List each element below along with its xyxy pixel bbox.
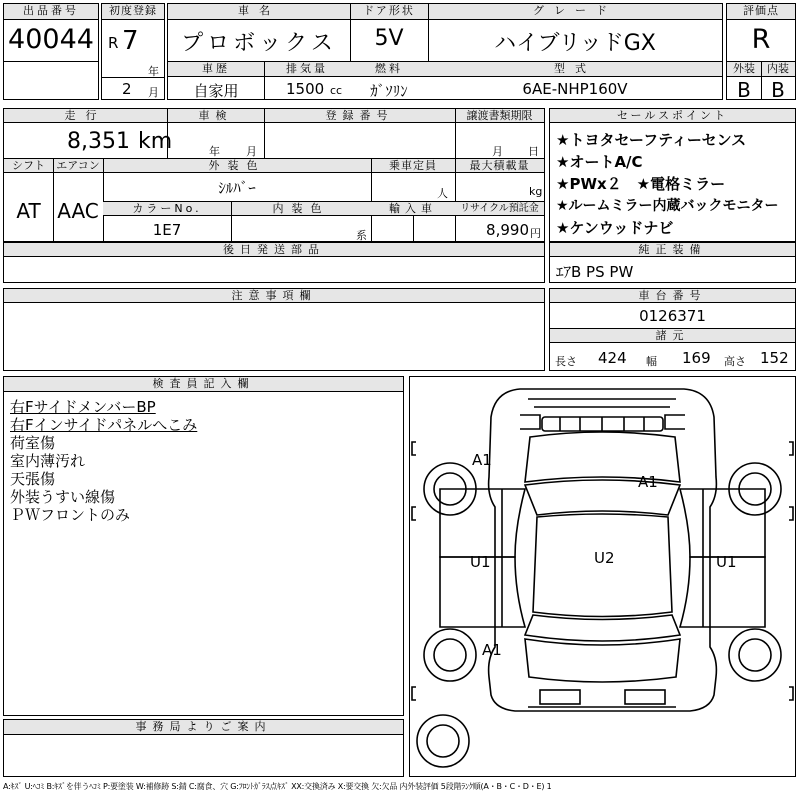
inspector-line: 外装うすい線傷 — [10, 488, 116, 506]
car-name-label: 車名 — [168, 4, 350, 20]
score-box — [726, 3, 796, 100]
fuel-label: 燃料 — [350, 62, 428, 77]
standard-equipment: ｴｱB PS PW — [556, 263, 634, 281]
fuel: ｶﾞｿﾘﾝ — [370, 82, 408, 100]
office-title: 事務局よりご案内 — [4, 720, 403, 735]
transfer-month-unit: 月 — [492, 145, 503, 158]
chassis-title: 車台番号 — [550, 289, 795, 303]
mark-right-side: U1 — [716, 553, 737, 571]
later-parts-title: 後日発送部品 — [4, 243, 544, 257]
year-number: 7 — [122, 26, 139, 56]
month-unit: 月 — [148, 86, 159, 99]
sales-points-box — [549, 108, 796, 242]
inspector-line: 荷室傷 — [10, 434, 56, 452]
capacity-label: 乗車定員 — [371, 159, 455, 173]
ac: AAC — [57, 199, 99, 223]
sales-point: ★オートA/C — [556, 153, 643, 171]
lot-label: 出品番号 — [4, 4, 98, 20]
displacement-unit: cc — [330, 84, 343, 97]
mark-rear-left: A1 — [482, 641, 502, 659]
recycle-unit: 円 — [530, 227, 541, 240]
door-type: 5V — [374, 26, 404, 51]
shift-label: シフト — [4, 159, 53, 173]
sales-point: ★トヨタセーフティーセンス — [556, 131, 747, 149]
length: 424 — [598, 349, 627, 367]
vehicle-box — [167, 3, 723, 100]
sales-point: ★PWx２ ★電格ミラー — [556, 175, 726, 193]
sales-point: ★ケンウッドナビ — [556, 219, 674, 237]
dimensions-title: 諸元 — [550, 329, 795, 343]
score: R — [751, 24, 771, 55]
width-label: 幅 — [646, 355, 657, 368]
inspection-label: 車検 — [167, 109, 264, 123]
inspection-year-unit: 年 — [209, 145, 220, 158]
mark-left-side: U1 — [470, 553, 491, 571]
model-label: 型式 — [428, 62, 722, 77]
model: 6AE-NHP160V — [522, 80, 628, 98]
sales-points-title: セールスポイント — [550, 109, 795, 123]
inspector-line: 室内薄汚れ — [10, 452, 86, 470]
chassis-number: 0126371 — [639, 307, 706, 325]
color-no: 1E7 — [152, 221, 182, 239]
notes-box — [3, 288, 545, 371]
mark-hood: A1 — [638, 473, 658, 491]
exterior-color: ｼﾙﾊﾞｰ — [218, 179, 256, 197]
car-diagram — [409, 376, 796, 777]
transfer-day-unit: 日 — [528, 145, 539, 158]
lot-box — [3, 3, 99, 100]
interior-score: B — [771, 78, 785, 102]
height-label: 高さ — [724, 355, 746, 368]
first-reg-label: 初度登録 — [102, 4, 164, 20]
inspector-title: 検査員記入欄 — [4, 377, 403, 392]
mark-front-left: A1 — [472, 451, 492, 469]
month-number: 2 — [122, 80, 132, 98]
displacement-label: 排気量 — [264, 62, 350, 77]
import-label: 輸入車 — [371, 202, 455, 216]
first-registration-box — [101, 3, 165, 100]
sales-point: ★ルームミラー内蔵バックモニター — [556, 198, 779, 214]
mileage-label: 走行 — [4, 109, 167, 123]
lot-number: 40044 — [8, 24, 94, 55]
spec-box — [3, 108, 545, 242]
inspector-line: 右FサイドメンバーBP — [10, 398, 156, 416]
inspector-line: ＰＷフロントのみ — [10, 506, 131, 524]
chassis-box — [549, 288, 796, 371]
grade: ハイブリッドGX — [494, 31, 656, 56]
recycle-label: リサイクル預託金 — [455, 202, 544, 216]
history-label: 車歴 — [168, 62, 264, 77]
car-outline-diagram — [410, 377, 795, 776]
inspector-box — [3, 376, 404, 716]
interior-color-label: 内装色 — [231, 202, 371, 216]
exterior-score: B — [737, 78, 751, 102]
grade-label: グレード — [428, 4, 722, 20]
interior-label: 内装 — [761, 62, 795, 77]
mark-roof: U2 — [594, 549, 615, 567]
car-name: プロボックス — [181, 31, 337, 56]
shift: AT — [16, 199, 41, 223]
mileage-unit: km — [138, 129, 173, 154]
notes-title: 注意事項欄 — [4, 289, 544, 303]
inspector-line: 右Fインサイドパネルへこみ — [10, 416, 198, 434]
reg-number-label: 登録番号 — [264, 109, 455, 123]
displacement: 1500 — [286, 80, 325, 98]
era: R — [108, 34, 119, 52]
history: 自家用 — [193, 82, 239, 100]
standard-equipment-title: 純正装備 — [550, 243, 795, 257]
max-load-label: 最大積載量 — [455, 159, 544, 173]
inspector-line: 天張傷 — [10, 470, 56, 488]
score-label: 評価点 — [727, 4, 795, 20]
mileage: 8,351 — [67, 129, 130, 154]
recycle: 8,990 — [486, 221, 529, 239]
door-label: ドア形状 — [350, 4, 428, 20]
inspection-month-unit: 月 — [246, 145, 257, 158]
interior-color-unit: 系 — [356, 229, 367, 242]
exterior-color-label: 外装色 — [103, 159, 371, 173]
max-load-unit: kg — [529, 185, 543, 198]
capacity-unit: 人 — [437, 187, 448, 200]
legend: A:ｷｽﾞ U:ﾍｺﾐ B:ｷｽﾞを伴うﾍｺﾐ P:要塗装 W:補修跡 S:錆 C:腐食、穴 G:ﾌﾛﾝﾄｶﾞﾗｽ点ｷｽﾞ XX:交換済み X:要交換 欠:欠品 内外装評価 5段階ﾗﾝｸ順(A・B・C・D・E) 1 — [3, 782, 552, 791]
standard-equipment-box — [549, 242, 796, 283]
height: 152 — [760, 349, 789, 367]
width: 169 — [682, 349, 711, 367]
color-no-label: カラーNo. — [103, 202, 231, 216]
office-box — [3, 719, 404, 777]
year-unit: 年 — [148, 65, 159, 78]
later-parts-box — [3, 242, 545, 283]
length-label: 長さ — [555, 355, 577, 368]
exterior-label: 外装 — [727, 62, 761, 77]
transfer-label: 譲渡書類期限 — [455, 109, 544, 123]
ac-label: エアコン — [53, 159, 103, 173]
